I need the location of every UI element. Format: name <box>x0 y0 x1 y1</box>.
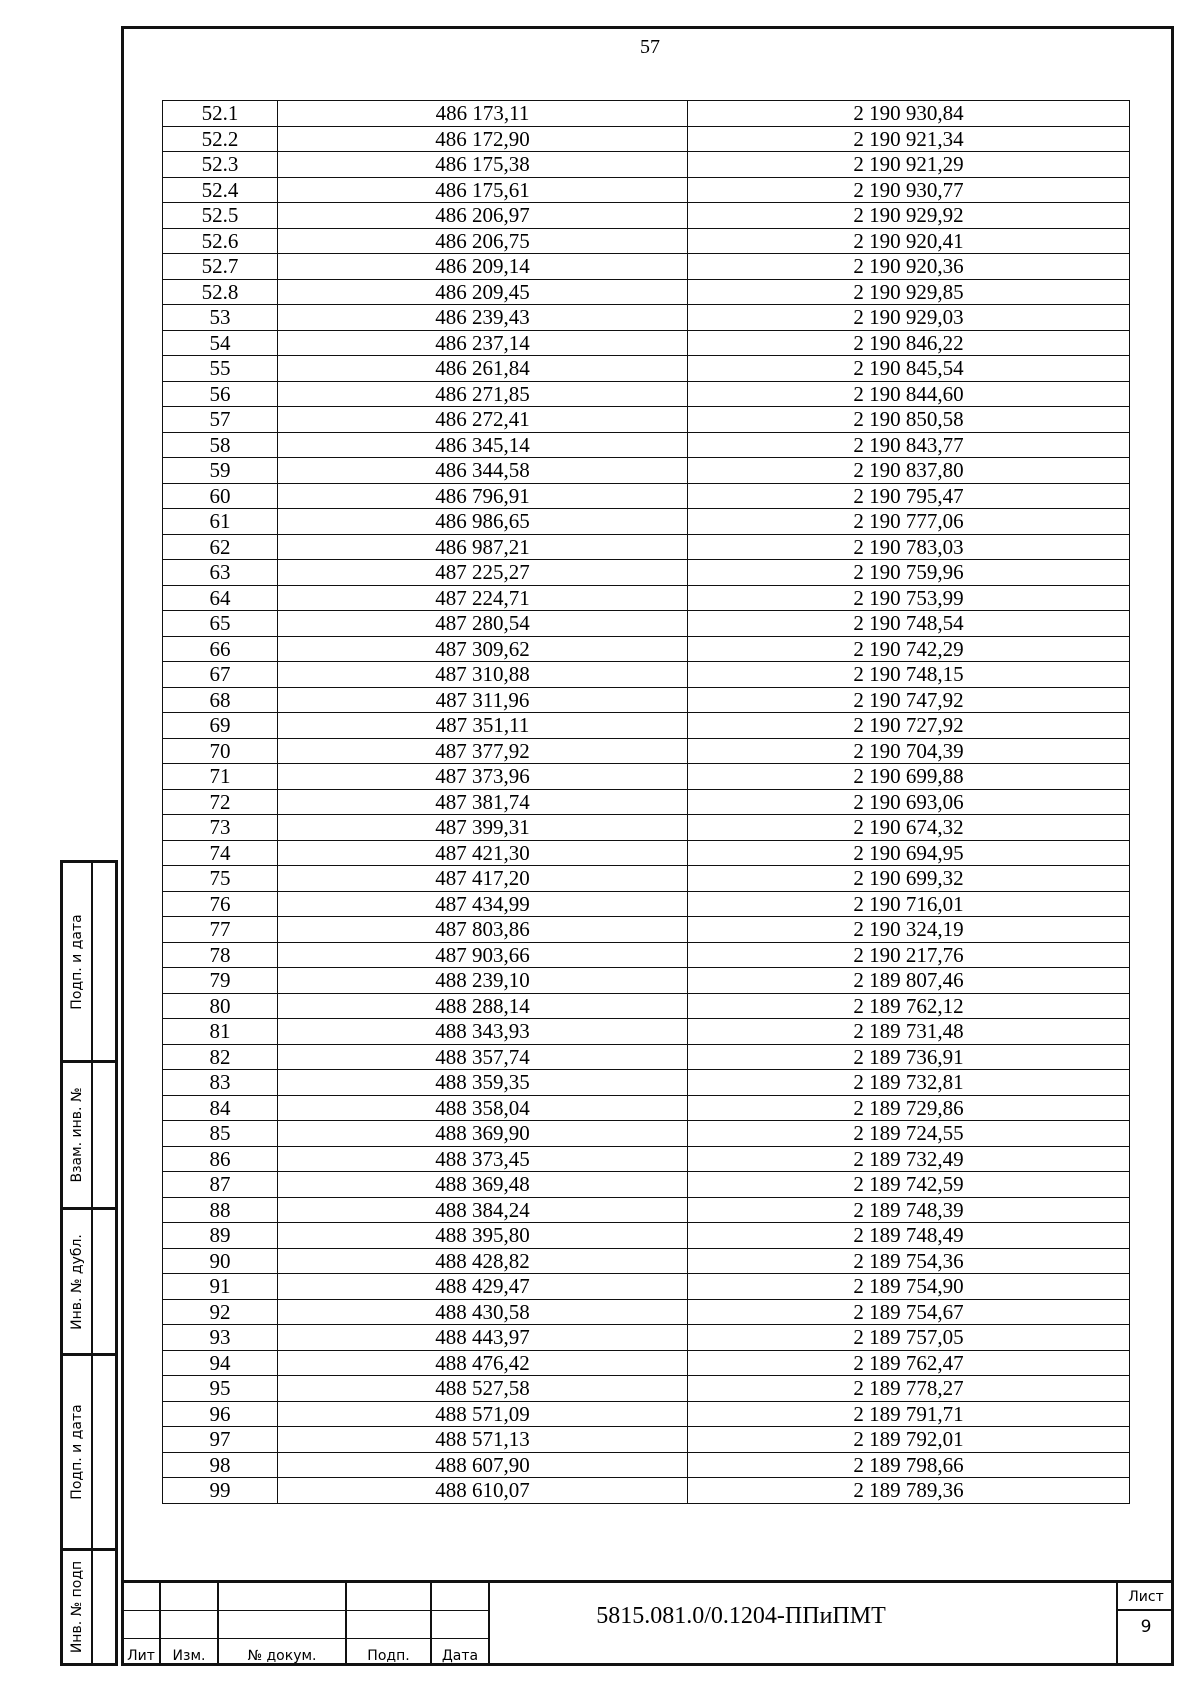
y-coordinate-cell: 2 190 929,03 <box>688 305 1130 331</box>
table-row <box>163 636 1130 662</box>
y-coordinate-cell: 2 189 762,47 <box>688 1350 1130 1376</box>
x-coordinate-cell: 488 430,58 <box>278 1299 688 1325</box>
point-id-cell: 52.6 <box>163 228 278 254</box>
y-coordinate-cell: 2 189 732,49 <box>688 1146 1130 1172</box>
point-id-cell: 73 <box>163 815 278 841</box>
x-coordinate-cell: 488 395,80 <box>278 1223 688 1249</box>
table-row <box>163 993 1130 1019</box>
side-stamp <box>60 860 118 1666</box>
y-coordinate-cell: 2 189 789,36 <box>688 1478 1130 1504</box>
point-id-cell: 85 <box>163 1121 278 1147</box>
y-coordinate-cell: 2 190 920,36 <box>688 254 1130 280</box>
header-lit: Лит <box>127 1648 155 1664</box>
side-row-replace-inv <box>63 1060 115 1207</box>
y-coordinate-cell: 2 190 930,84 <box>688 101 1130 127</box>
table-row <box>163 279 1130 305</box>
x-coordinate-cell: 488 343,93 <box>278 1019 688 1045</box>
y-coordinate-cell: 2 189 748,39 <box>688 1197 1130 1223</box>
table-row <box>163 1095 1130 1121</box>
x-coordinate-cell: 487 373,96 <box>278 764 688 790</box>
y-coordinate-cell: 2 190 844,60 <box>688 381 1130 407</box>
table-row <box>163 1197 1130 1223</box>
table-row <box>163 1274 1130 1300</box>
y-coordinate-cell: 2 190 850,58 <box>688 407 1130 433</box>
x-coordinate-cell: 488 369,90 <box>278 1121 688 1147</box>
x-coordinate-cell: 486 261,84 <box>278 356 688 382</box>
point-id-cell: 59 <box>163 458 278 484</box>
y-coordinate-cell: 2 189 732,81 <box>688 1070 1130 1096</box>
x-coordinate-cell: 488 429,47 <box>278 1274 688 1300</box>
table-row <box>163 432 1130 458</box>
side-row-sign-date-1 <box>63 863 115 1060</box>
point-id-cell: 66 <box>163 636 278 662</box>
point-id-cell: 81 <box>163 1019 278 1045</box>
side-row-sign-date-2 <box>63 1353 115 1548</box>
point-id-cell: 65 <box>163 611 278 637</box>
point-id-cell: 93 <box>163 1325 278 1351</box>
table-row <box>163 177 1130 203</box>
point-id-cell: 52.8 <box>163 279 278 305</box>
x-coordinate-cell: 486 237,14 <box>278 330 688 356</box>
x-coordinate-cell: 487 351,11 <box>278 713 688 739</box>
y-coordinate-cell: 2 189 731,48 <box>688 1019 1130 1045</box>
table-row <box>163 585 1130 611</box>
side-label: Подп. и дата <box>69 913 85 1010</box>
table-row <box>163 738 1130 764</box>
x-coordinate-cell: 486 987,21 <box>278 534 688 560</box>
x-coordinate-cell: 487 377,92 <box>278 738 688 764</box>
point-id-cell: 56 <box>163 381 278 407</box>
y-coordinate-cell: 2 189 742,59 <box>688 1172 1130 1198</box>
point-id-cell: 96 <box>163 1401 278 1427</box>
table-row <box>163 942 1130 968</box>
point-id-cell: 58 <box>163 432 278 458</box>
point-id-cell: 70 <box>163 738 278 764</box>
x-coordinate-cell: 488 358,04 <box>278 1095 688 1121</box>
x-coordinate-cell: 486 206,97 <box>278 203 688 229</box>
y-coordinate-cell: 2 190 324,19 <box>688 917 1130 943</box>
table-row <box>163 458 1130 484</box>
x-coordinate-cell: 488 571,13 <box>278 1427 688 1453</box>
y-coordinate-cell: 2 190 742,29 <box>688 636 1130 662</box>
y-coordinate-cell: 2 190 217,76 <box>688 942 1130 968</box>
point-id-cell: 72 <box>163 789 278 815</box>
y-coordinate-cell: 2 190 921,29 <box>688 152 1130 178</box>
title-block <box>121 1580 1174 1666</box>
point-id-cell: 82 <box>163 1044 278 1070</box>
x-coordinate-cell: 486 206,75 <box>278 228 688 254</box>
x-coordinate-cell: 487 311,96 <box>278 687 688 713</box>
point-id-cell: 99 <box>163 1478 278 1504</box>
y-coordinate-cell: 2 189 754,90 <box>688 1274 1130 1300</box>
y-coordinate-cell: 2 189 757,05 <box>688 1325 1130 1351</box>
point-id-cell: 54 <box>163 330 278 356</box>
table-row <box>163 1452 1130 1478</box>
point-id-cell: 90 <box>163 1248 278 1274</box>
table-row <box>163 126 1130 152</box>
point-id-cell: 52.5 <box>163 203 278 229</box>
x-coordinate-cell: 486 272,41 <box>278 407 688 433</box>
sheet-number: 9 <box>1140 1617 1152 1637</box>
y-coordinate-cell: 2 190 930,77 <box>688 177 1130 203</box>
y-coordinate-cell: 2 190 699,32 <box>688 866 1130 892</box>
point-id-cell: 52.3 <box>163 152 278 178</box>
y-coordinate-cell: 2 189 736,91 <box>688 1044 1130 1070</box>
y-coordinate-cell: 2 189 791,71 <box>688 1401 1130 1427</box>
y-coordinate-cell: 2 190 920,41 <box>688 228 1130 254</box>
table-row <box>163 1019 1130 1045</box>
table-row <box>163 101 1130 127</box>
point-id-cell: 62 <box>163 534 278 560</box>
table-row <box>163 891 1130 917</box>
table-row <box>163 1478 1130 1504</box>
y-coordinate-cell: 2 190 843,77 <box>688 432 1130 458</box>
y-coordinate-cell: 2 190 777,06 <box>688 509 1130 535</box>
point-id-cell: 52.1 <box>163 101 278 127</box>
y-coordinate-cell: 2 189 807,46 <box>688 968 1130 994</box>
point-id-cell: 79 <box>163 968 278 994</box>
table-row <box>163 1248 1130 1274</box>
y-coordinate-cell: 2 189 762,12 <box>688 993 1130 1019</box>
y-coordinate-cell: 2 189 778,27 <box>688 1376 1130 1402</box>
table-row <box>163 1299 1130 1325</box>
table-row <box>163 203 1130 229</box>
table-row <box>163 254 1130 280</box>
table-row <box>163 1044 1130 1070</box>
point-id-cell: 91 <box>163 1274 278 1300</box>
header-date: Дата <box>441 1648 479 1664</box>
point-id-cell: 71 <box>163 764 278 790</box>
x-coordinate-cell: 488 384,24 <box>278 1197 688 1223</box>
y-coordinate-cell: 2 190 929,92 <box>688 203 1130 229</box>
sheet-box <box>1116 1583 1174 1666</box>
y-coordinate-cell: 2 190 716,01 <box>688 891 1130 917</box>
table-row <box>163 1070 1130 1096</box>
x-coordinate-cell: 487 225,27 <box>278 560 688 586</box>
point-id-cell: 86 <box>163 1146 278 1172</box>
table-row <box>163 713 1130 739</box>
table-row <box>163 866 1130 892</box>
x-coordinate-cell: 487 309,62 <box>278 636 688 662</box>
table-row <box>163 968 1130 994</box>
point-id-cell: 68 <box>163 687 278 713</box>
x-coordinate-cell: 488 357,74 <box>278 1044 688 1070</box>
point-id-cell: 69 <box>163 713 278 739</box>
table-row <box>163 1172 1130 1198</box>
revision-grid <box>121 1583 488 1666</box>
table-row <box>163 1325 1130 1351</box>
table-row <box>163 611 1130 637</box>
y-coordinate-cell: 2 189 729,86 <box>688 1095 1130 1121</box>
table-row <box>163 305 1130 331</box>
table-row <box>163 407 1130 433</box>
point-id-cell: 92 <box>163 1299 278 1325</box>
x-coordinate-cell: 487 803,86 <box>278 917 688 943</box>
table-row <box>163 789 1130 815</box>
x-coordinate-cell: 487 280,54 <box>278 611 688 637</box>
table-row <box>163 1121 1130 1147</box>
x-coordinate-cell: 486 173,11 <box>278 101 688 127</box>
y-coordinate-cell: 2 190 846,22 <box>688 330 1130 356</box>
x-coordinate-cell: 488 373,45 <box>278 1146 688 1172</box>
side-label: Инв. № подп <box>69 1560 85 1654</box>
point-id-cell: 52.7 <box>163 254 278 280</box>
x-coordinate-cell: 487 381,74 <box>278 789 688 815</box>
x-coordinate-cell: 488 610,07 <box>278 1478 688 1504</box>
x-coordinate-cell: 487 903,66 <box>278 942 688 968</box>
table-row <box>163 764 1130 790</box>
point-id-cell: 64 <box>163 585 278 611</box>
y-coordinate-cell: 2 190 929,85 <box>688 279 1130 305</box>
x-coordinate-cell: 486 986,65 <box>278 509 688 535</box>
table-row <box>163 815 1130 841</box>
y-coordinate-cell: 2 190 693,06 <box>688 789 1130 815</box>
sheet-label: Лист <box>1118 1585 1174 1611</box>
y-coordinate-cell: 2 190 694,95 <box>688 840 1130 866</box>
y-coordinate-cell: 2 190 921,34 <box>688 126 1130 152</box>
table-row <box>163 356 1130 382</box>
point-id-cell: 94 <box>163 1350 278 1376</box>
table-row <box>163 534 1130 560</box>
y-coordinate-cell: 2 189 754,36 <box>688 1248 1130 1274</box>
table-row <box>163 840 1130 866</box>
y-coordinate-cell: 2 189 754,67 <box>688 1299 1130 1325</box>
point-id-cell: 80 <box>163 993 278 1019</box>
y-coordinate-cell: 2 190 727,92 <box>688 713 1130 739</box>
y-coordinate-cell: 2 189 724,55 <box>688 1121 1130 1147</box>
point-id-cell: 88 <box>163 1197 278 1223</box>
x-coordinate-cell: 487 417,20 <box>278 866 688 892</box>
table-row <box>163 1223 1130 1249</box>
x-coordinate-cell: 486 796,91 <box>278 483 688 509</box>
y-coordinate-cell: 2 189 798,66 <box>688 1452 1130 1478</box>
y-coordinate-cell: 2 190 759,96 <box>688 560 1130 586</box>
y-coordinate-cell: 2 190 753,99 <box>688 585 1130 611</box>
table-row <box>163 228 1130 254</box>
table-row <box>163 1350 1130 1376</box>
point-id-cell: 75 <box>163 866 278 892</box>
y-coordinate-cell: 2 190 795,47 <box>688 483 1130 509</box>
x-coordinate-cell: 487 434,99 <box>278 891 688 917</box>
table-row <box>163 152 1130 178</box>
y-coordinate-cell: 2 189 792,01 <box>688 1427 1130 1453</box>
point-id-cell: 84 <box>163 1095 278 1121</box>
x-coordinate-cell: 486 209,14 <box>278 254 688 280</box>
side-row-dup-inv <box>63 1207 115 1353</box>
x-coordinate-cell: 488 571,09 <box>278 1401 688 1427</box>
x-coordinate-cell: 488 359,35 <box>278 1070 688 1096</box>
table-row <box>163 509 1130 535</box>
x-coordinate-cell: 486 172,90 <box>278 126 688 152</box>
x-coordinate-cell: 486 175,61 <box>278 177 688 203</box>
x-coordinate-cell: 488 607,90 <box>278 1452 688 1478</box>
side-label: Подп. и дата <box>69 1404 85 1500</box>
table-row <box>163 1427 1130 1453</box>
side-label: Взам. инв. № <box>69 1087 85 1183</box>
point-id-cell: 95 <box>163 1376 278 1402</box>
x-coordinate-cell: 488 239,10 <box>278 968 688 994</box>
x-coordinate-cell: 486 344,58 <box>278 458 688 484</box>
point-id-cell: 97 <box>163 1427 278 1453</box>
point-id-cell: 60 <box>163 483 278 509</box>
point-id-cell: 83 <box>163 1070 278 1096</box>
point-id-cell: 89 <box>163 1223 278 1249</box>
table-row <box>163 1401 1130 1427</box>
x-coordinate-cell: 487 399,31 <box>278 815 688 841</box>
x-coordinate-cell: 488 369,48 <box>278 1172 688 1198</box>
header-signature: Подп. <box>367 1648 410 1664</box>
side-row-orig-inv <box>63 1548 115 1663</box>
table-row <box>163 330 1130 356</box>
side-label: Инв. № дубл. <box>69 1233 85 1330</box>
point-id-cell: 67 <box>163 662 278 688</box>
header-doc-number: № докум. <box>247 1648 317 1664</box>
y-coordinate-cell: 2 190 837,80 <box>688 458 1130 484</box>
point-id-cell: 78 <box>163 942 278 968</box>
y-coordinate-cell: 2 190 748,54 <box>688 611 1130 637</box>
y-coordinate-cell: 2 190 747,92 <box>688 687 1130 713</box>
table-row <box>163 1146 1130 1172</box>
x-coordinate-cell: 488 527,58 <box>278 1376 688 1402</box>
y-coordinate-cell: 2 190 748,15 <box>688 662 1130 688</box>
x-coordinate-cell: 487 224,71 <box>278 585 688 611</box>
x-coordinate-cell: 486 239,43 <box>278 305 688 331</box>
y-coordinate-cell: 2 190 704,39 <box>688 738 1130 764</box>
y-coordinate-cell: 2 189 748,49 <box>688 1223 1130 1249</box>
table-row <box>163 381 1130 407</box>
x-coordinate-cell: 488 443,97 <box>278 1325 688 1351</box>
table-row <box>163 687 1130 713</box>
table-row <box>163 560 1130 586</box>
y-coordinate-cell: 2 190 783,03 <box>688 534 1130 560</box>
y-coordinate-cell: 2 190 674,32 <box>688 815 1130 841</box>
point-id-cell: 52.4 <box>163 177 278 203</box>
point-id-cell: 76 <box>163 891 278 917</box>
point-id-cell: 74 <box>163 840 278 866</box>
x-coordinate-cell: 486 175,38 <box>278 152 688 178</box>
point-id-cell: 52.2 <box>163 126 278 152</box>
table-row <box>163 1376 1130 1402</box>
header-change: Изм. <box>172 1648 206 1664</box>
y-coordinate-cell: 2 190 699,88 <box>688 764 1130 790</box>
document-code: 5815.081.0/0.1204-ППиПМТ <box>596 1603 886 1629</box>
x-coordinate-cell: 486 209,45 <box>278 279 688 305</box>
x-coordinate-cell: 487 310,88 <box>278 662 688 688</box>
point-id-cell: 57 <box>163 407 278 433</box>
page-number: 57 <box>640 36 660 58</box>
x-coordinate-cell: 488 428,82 <box>278 1248 688 1274</box>
x-coordinate-cell: 488 476,42 <box>278 1350 688 1376</box>
x-coordinate-cell: 486 271,85 <box>278 381 688 407</box>
point-id-cell: 61 <box>163 509 278 535</box>
x-coordinate-cell: 488 288,14 <box>278 993 688 1019</box>
point-id-cell: 53 <box>163 305 278 331</box>
y-coordinate-cell: 2 190 845,54 <box>688 356 1130 382</box>
x-coordinate-cell: 486 345,14 <box>278 432 688 458</box>
point-id-cell: 87 <box>163 1172 278 1198</box>
coordinates-table <box>162 100 1130 1504</box>
point-id-cell: 55 <box>163 356 278 382</box>
table-row <box>163 917 1130 943</box>
point-id-cell: 63 <box>163 560 278 586</box>
table-row <box>163 483 1130 509</box>
x-coordinate-cell: 487 421,30 <box>278 840 688 866</box>
point-id-cell: 98 <box>163 1452 278 1478</box>
point-id-cell: 77 <box>163 917 278 943</box>
table-row <box>163 662 1130 688</box>
